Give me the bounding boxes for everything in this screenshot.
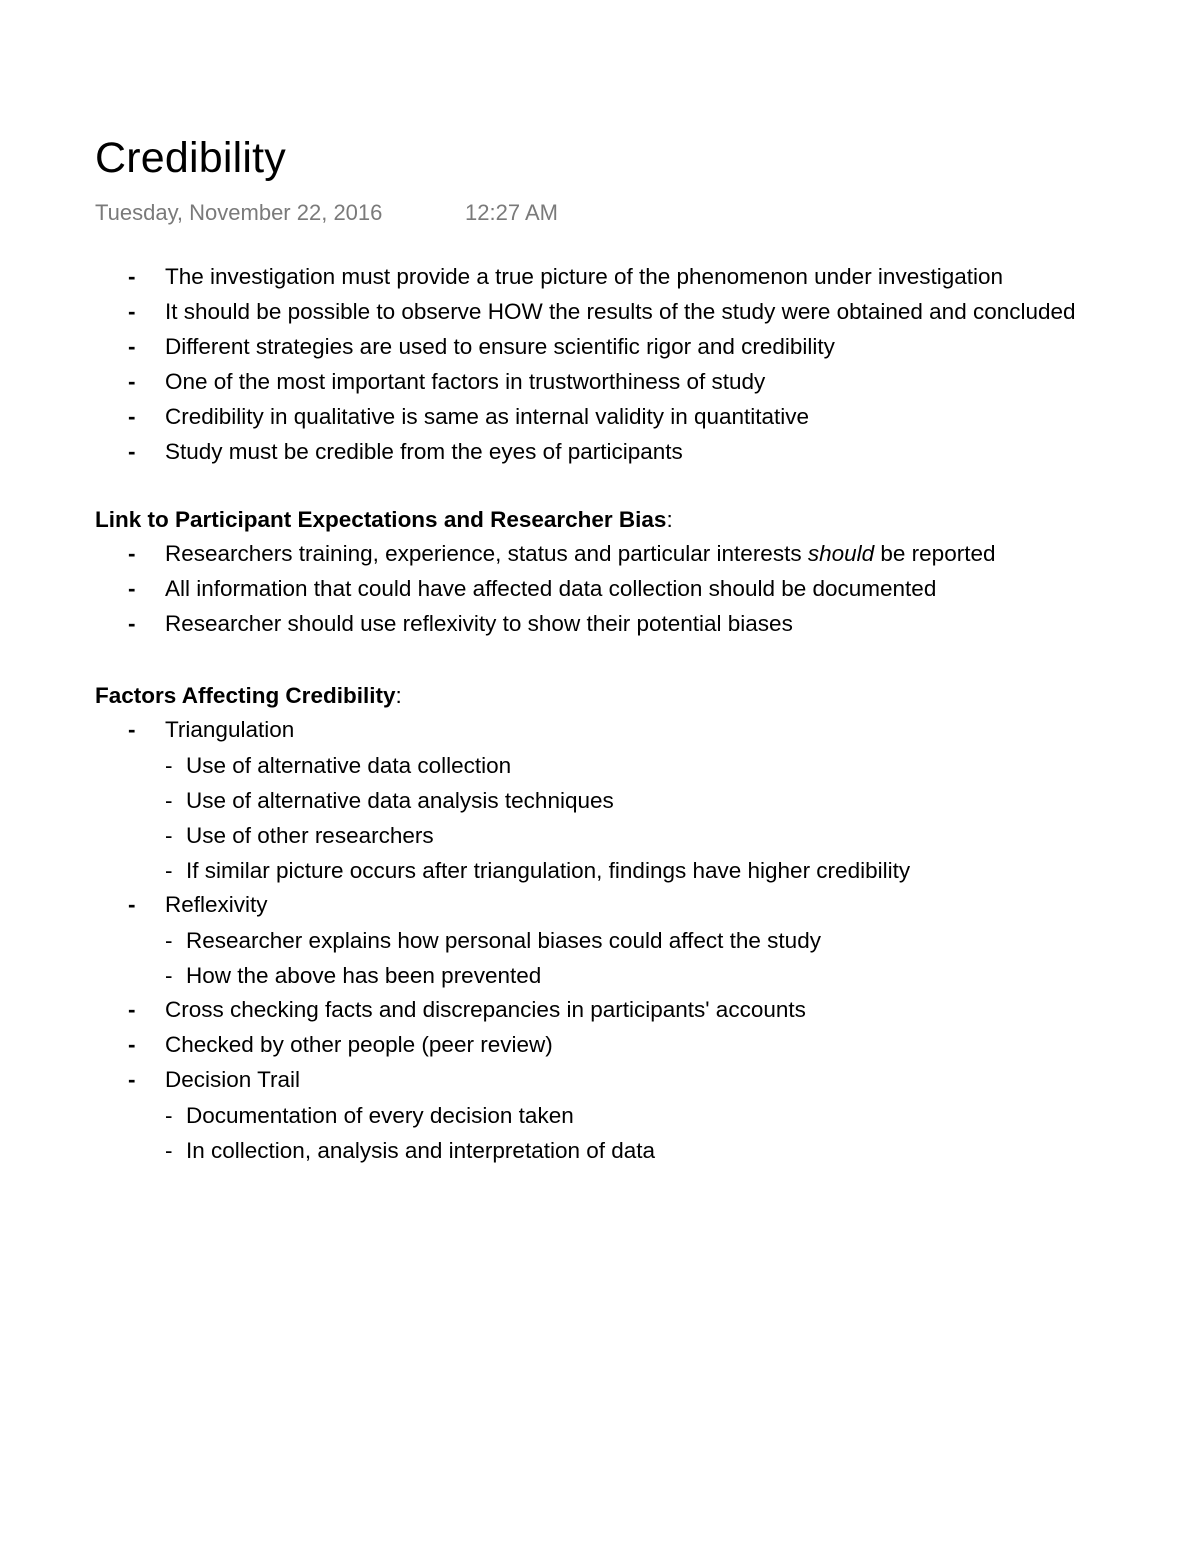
list-item	[95, 993, 1145, 1027]
sub-item	[95, 1133, 1145, 1168]
sub-item-text: Documentation of every decision taken	[186, 1103, 574, 1128]
bullet-dash: -	[128, 404, 136, 429]
list-item-text: All information that could have affected data collection should be documented	[165, 576, 937, 601]
sub-bullet-dash: -	[165, 823, 173, 848]
section-heading	[95, 503, 1145, 537]
note-time: 12:27 AM	[465, 200, 558, 225]
sub-bullet-dash: -	[165, 928, 173, 953]
list-item-text: It should be possible to observe HOW the results of the study were obtained and concluded	[165, 299, 1076, 324]
heading-colon: :	[395, 683, 402, 708]
sub-item	[95, 748, 1145, 783]
section-heading-text: Link to Participant Expectations and Researcher Bias	[95, 507, 667, 532]
list-item	[95, 537, 1145, 571]
list-item-text: Decision Trail	[165, 1067, 301, 1092]
emphasized-text: should	[807, 541, 875, 566]
bullet-dash: -	[128, 997, 136, 1022]
list-item	[95, 572, 1145, 606]
sub-item-text: Use of alternative data collection	[186, 753, 512, 778]
list-item	[95, 330, 1145, 364]
sub-item	[95, 783, 1145, 818]
list-item	[95, 1028, 1145, 1062]
list-item	[95, 1063, 1145, 1097]
sub-item-text: Use of alternative data analysis techniques	[186, 788, 614, 813]
bias-list	[95, 537, 1145, 641]
list-item	[95, 365, 1145, 399]
sub-item	[95, 1098, 1145, 1133]
section-heading-text: Factors Affecting Credibility	[95, 683, 396, 708]
bullet-dash: -	[128, 334, 136, 359]
sub-item	[95, 853, 1145, 888]
heading-colon: :	[666, 507, 673, 532]
sub-item	[95, 923, 1145, 958]
bullet-dash: -	[128, 1067, 136, 1092]
list-item-text: Reflexivity	[165, 892, 268, 917]
list-item	[95, 295, 1145, 329]
bullet-dash: -	[128, 611, 136, 636]
list-item-text: Researcher should use reflexivity to show their potential biases	[165, 611, 793, 636]
sub-item	[95, 818, 1145, 853]
sub-bullet-dash: -	[165, 753, 173, 778]
list-item-text: Researchers training, experience, status and particular interests	[165, 541, 808, 566]
list-item	[95, 260, 1145, 294]
list-item	[95, 607, 1145, 641]
sub-item-text: If similar picture occurs after triangulation, findings have higher credibility	[186, 858, 911, 883]
list-item-text: be reported	[874, 541, 996, 566]
list-item-text: The investigation must provide a true picture of the phenomenon under investigation	[165, 264, 1004, 289]
bullet-dash: -	[128, 892, 136, 917]
bullet-dash: -	[128, 439, 136, 464]
sub-item-text: Use of other researchers	[186, 823, 434, 848]
list-item	[95, 888, 1145, 922]
sub-item	[95, 958, 1145, 993]
bullet-dash: -	[128, 541, 136, 566]
sub-item-text: In collection, analysis and interpretation of data	[186, 1138, 656, 1163]
list-item	[95, 713, 1145, 747]
section-participant-bias	[95, 503, 1145, 641]
sub-item-text: Researcher explains how personal biases could affect the study	[186, 928, 821, 953]
intro-list	[95, 260, 1145, 469]
bullet-dash: -	[128, 369, 136, 394]
list-item-text: Different strategies are used to ensure scientific rigor and credibility	[165, 334, 835, 359]
list-item	[95, 435, 1145, 469]
note-meta	[95, 200, 1145, 226]
sub-bullet-dash: -	[165, 1138, 173, 1163]
section-heading	[95, 679, 1145, 713]
section-factors	[95, 679, 1145, 1168]
list-item-text: Credibility in qualitative is same as internal validity in quantitative	[165, 404, 810, 429]
sub-bullet-dash: -	[165, 963, 173, 988]
list-item-text: Cross checking facts and discrepancies in participants' accounts	[165, 997, 806, 1022]
list-item-text: Study must be credible from the eyes of participants	[165, 439, 683, 464]
sub-bullet-dash: -	[165, 858, 173, 883]
note-page	[95, 128, 1145, 1168]
note-date: Tuesday, November 22, 2016	[95, 200, 383, 225]
list-item-text: Checked by other people (peer review)	[165, 1032, 553, 1057]
sub-item-text: How the above has been prevented	[186, 963, 542, 988]
bullet-dash: -	[128, 576, 136, 601]
list-item	[95, 400, 1145, 434]
bullet-dash: -	[128, 299, 136, 324]
sub-bullet-dash: -	[165, 1103, 173, 1128]
sub-bullet-dash: -	[165, 788, 173, 813]
factors-list	[95, 713, 1145, 1168]
bullet-dash: -	[128, 1032, 136, 1057]
list-item-text: One of the most important factors in trustworthiness of study	[165, 369, 766, 394]
bullet-dash: -	[128, 717, 136, 742]
list-item-text: Triangulation	[165, 717, 295, 742]
page-title: Credibility	[95, 134, 286, 182]
bullet-dash: -	[128, 264, 136, 289]
